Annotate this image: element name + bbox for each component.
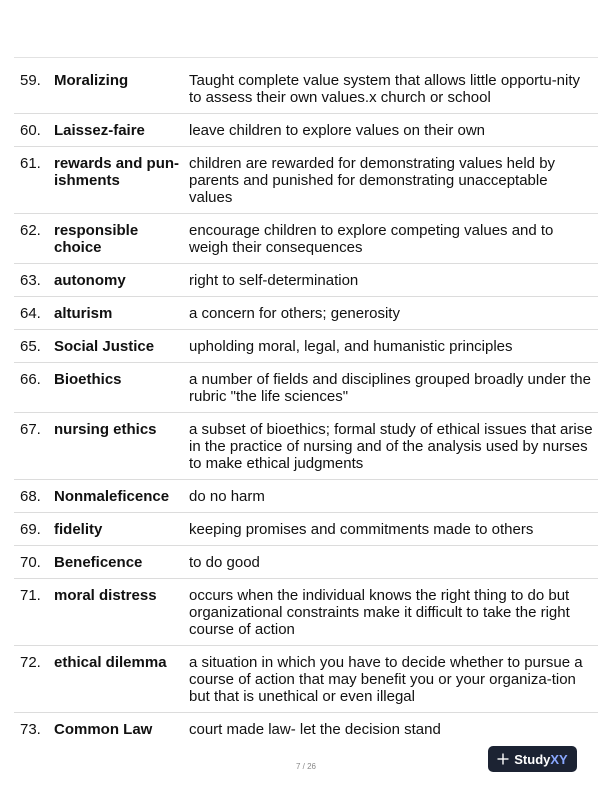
table-row [14,147,598,214]
table-row [14,297,598,330]
definition: occurs when the individual knows the right thing to do but organizational constraints make it difficult to take the right course of action [189,587,570,638]
definition: a number of fields and disciplines grouped broadly under the rubric "the life sciences" [189,371,591,405]
term: nursing ethics [54,421,157,438]
row-number: 62. [20,222,41,239]
row-number: 69. [20,521,41,538]
table-row [14,546,598,579]
studyxy-logo[interactable] [488,746,577,772]
plus-icon [497,753,509,765]
row-number: 70. [20,554,41,571]
table-row [14,713,598,745]
term: responsible choice [54,222,139,256]
term: Beneficence [54,554,143,571]
definition: right to self-determination [189,272,359,289]
row-number: 72. [20,654,41,671]
flashcard-table [14,64,598,745]
table-row [14,363,598,413]
table-row [14,114,598,147]
definition: a situation in which you have to decide whether to pursue a course of action that may benefit you or your organiza-tion but that is unethical or even illegal [189,654,583,705]
table-row [14,579,598,646]
row-number: 63. [20,272,41,289]
definition: do no harm [189,488,265,505]
table-row [14,264,598,297]
term: Common Law [54,721,153,738]
term: rewards and pun-ishments [54,155,180,189]
term: Nonmaleficence [54,488,170,505]
definition: a concern for others; generosity [189,305,400,322]
table-row [14,480,598,513]
page-number: 7 / 26 [295,762,316,771]
row-number: 59. [20,72,41,89]
row-number: 61. [20,155,41,172]
definition: encourage children to explore competing values and to weigh their consequences [189,222,554,256]
row-number: 71. [20,587,41,604]
table-row [14,214,598,264]
term: fidelity [54,521,103,538]
table-row [14,646,598,713]
table-row [14,64,598,114]
row-number: 67. [20,421,41,438]
term: Social Justice [54,338,155,355]
definition: keeping promises and commitments made to others [189,521,534,538]
brand-accent: XY [550,751,568,767]
definition: children are rewarded for demonstrating values held by parents and punished for demonstrating unacceptable values [189,155,556,206]
term: moral distress [54,587,157,604]
top-divider [14,57,598,58]
row-number: 64. [20,305,41,322]
definition: leave children to explore values on their own [189,122,486,139]
term: Moralizing [54,72,129,89]
definition: court made law- let the decision stand [189,721,441,738]
brand-name: Study [514,751,551,767]
table-row [14,330,598,363]
term: ethical dilemma [54,654,167,671]
definition: a subset of bioethics; formal study of ethical issues that arise in the practice of nursing and of the analysis used by nurses to make ethical judgments [189,421,593,472]
table-row [14,513,598,546]
term: autonomy [54,272,126,289]
definition: to do good [189,554,260,571]
term: alturism [54,305,113,322]
row-number: 66. [20,371,41,388]
row-number: 60. [20,122,41,139]
row-number: 65. [20,338,41,355]
table-row [14,413,598,480]
definition: Taught complete value system that allows little opportu-nity to assess their own values.x church or school [189,72,581,106]
term: Bioethics [54,371,122,388]
term: Laissez-faire [54,122,145,139]
row-number: 73. [20,721,41,738]
row-number: 68. [20,488,41,505]
definition: upholding moral, legal, and humanistic principles [189,338,513,355]
